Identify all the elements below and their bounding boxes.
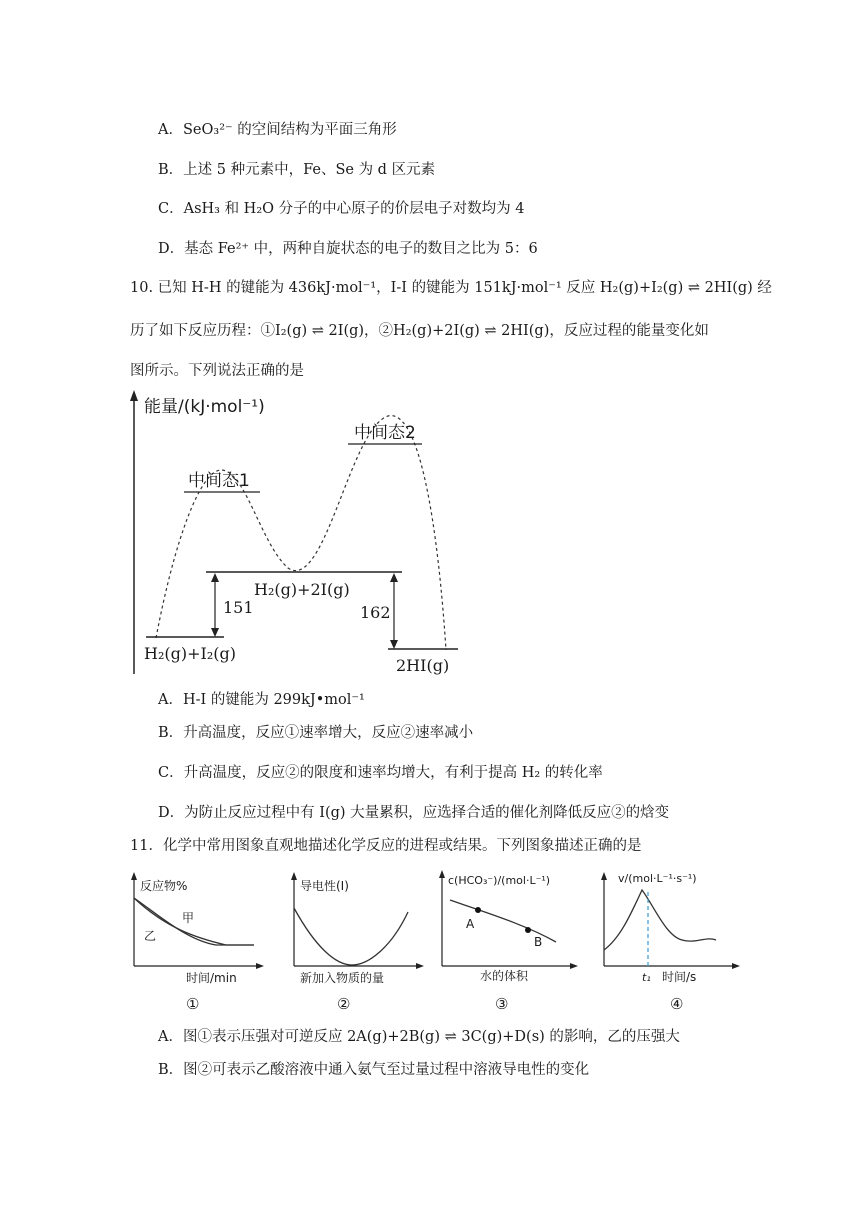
arrow-down-icon [211, 628, 219, 637]
left-level-label: H₂(g)+I₂(g) [144, 644, 236, 663]
arrow-up-icon [390, 573, 398, 582]
fig2-number: ② [337, 995, 351, 1013]
fig1-x-label: 时间/min [186, 971, 237, 985]
q11-stem: 11．化学中常用图象直观地描述化学反应的进程或结果。下列图象描述正确的是 [130, 838, 642, 854]
arrow-up-icon [211, 573, 219, 582]
fig1-number: ① [186, 995, 200, 1013]
q10-stem-line2: 历了如下反应历程：①I₂(g) ⇌ 2I(g)，②H₂(g)+2I(g) ⇌ 2HI(g)，反应过程的能量变化如 [130, 323, 709, 339]
q9-option-a: A．SeO₃²⁻ 的空间结构为平面三角形 [158, 122, 397, 138]
mid-level-label: H₂(g)+2I(g) [254, 580, 350, 599]
rate-curve [604, 890, 716, 950]
point-b [525, 927, 531, 933]
x-axis-arrow-icon [570, 963, 578, 969]
fig4-x-label: 时间/s [662, 970, 697, 984]
fig2-y-label: 导电性(I) [300, 879, 349, 893]
point-a [475, 907, 481, 913]
arrow-down-icon [390, 640, 398, 649]
figure-4 [596, 866, 742, 988]
fig1-yi-label: 乙 [144, 929, 157, 943]
figure-3 [434, 862, 580, 988]
energy-curve [156, 416, 446, 650]
fig3-x-label: 水的体积 [480, 969, 529, 983]
gap-151-label: 151 [223, 598, 254, 617]
q11-option-b: B．图②可表示乙酸溶液中通入氨气至过量过程中溶液导电性的变化 [158, 1062, 590, 1078]
q10-option-a: A．H-I 的键能为 299kJ•mol⁻¹ [158, 692, 365, 708]
q11-option-a: A．图①表示压强对可逆反应 2A(g)+2B(g) ⇌ 3C(g)+D(s) 的影响，乙的压强大 [158, 1029, 680, 1045]
y-axis-arrow-icon [130, 390, 138, 401]
figure-1 [126, 868, 266, 988]
fig1-jia-label: 甲 [182, 911, 195, 925]
energy-diagram [120, 388, 460, 678]
fig4-t1-label: t₁ [642, 971, 651, 984]
x-axis-arrow-icon [732, 963, 740, 969]
q10-option-c: C．升高温度，反应②的限度和速率均增大，有利于提高 H₂ 的转化率 [158, 765, 603, 781]
right-level-label: 2HI(g) [396, 656, 450, 675]
fig3-number: ③ [495, 995, 509, 1013]
fig4-y-label: v/(mol·L⁻¹·s⁻¹) [618, 872, 697, 885]
intermediate-state-2-label: 中间态2 [354, 423, 416, 443]
y-axis-arrow-icon [601, 872, 607, 880]
q9-option-c: C．AsH₃ 和 H₂O 分子的中心原子的价层电子对数均为 4 [158, 201, 525, 217]
q10-stem-line3: 图所示。下列说法正确的是 [130, 363, 304, 379]
x-axis-arrow-icon [416, 963, 424, 969]
energy-y-label: 能量/(kJ·mol⁻¹) [144, 397, 265, 417]
fig3-point-a-label: A [466, 917, 475, 931]
q10-option-d: D．为防止反应过程中有 I(g) 大量累积，应选择合适的催化剂降低反应②的焓变 [158, 805, 670, 821]
gap-162-label: 162 [360, 603, 391, 622]
q9-option-b: B．上述 5 种元素中，Fe、Se 为 d 区元素 [158, 162, 436, 178]
fig1-y-label: 反应物% [140, 879, 188, 893]
conductivity-curve [294, 908, 408, 965]
y-axis-arrow-icon [439, 870, 445, 878]
intermediate-state-1-label: 中间态1 [188, 471, 250, 491]
y-axis-arrow-icon [131, 872, 137, 880]
q9-option-d: D．基态 Fe²⁺ 中，两种自旋状态的电子的数目之比为 5：6 [158, 241, 538, 257]
fig3-y-label: c(HCO₃⁻)/(mol·L⁻¹) [448, 874, 551, 887]
q10-option-b: B．升高温度，反应①速率增大，反应②速率减小 [158, 725, 474, 741]
y-axis-arrow-icon [291, 872, 297, 880]
figure-2 [286, 868, 426, 988]
fig2-x-label: 新加入物质的量 [300, 971, 385, 985]
q10-stem-line1: 10. 已知 H-H 的键能为 436kJ·mol⁻¹，I-I 的键能为 151kJ·mol⁻¹ 反应 H₂(g)+I₂(g) ⇌ 2HI(g) 经 [130, 280, 772, 296]
fig4-number: ④ [670, 995, 684, 1013]
x-axis-arrow-icon [256, 963, 264, 969]
fig3-point-b-label: B [534, 935, 543, 949]
